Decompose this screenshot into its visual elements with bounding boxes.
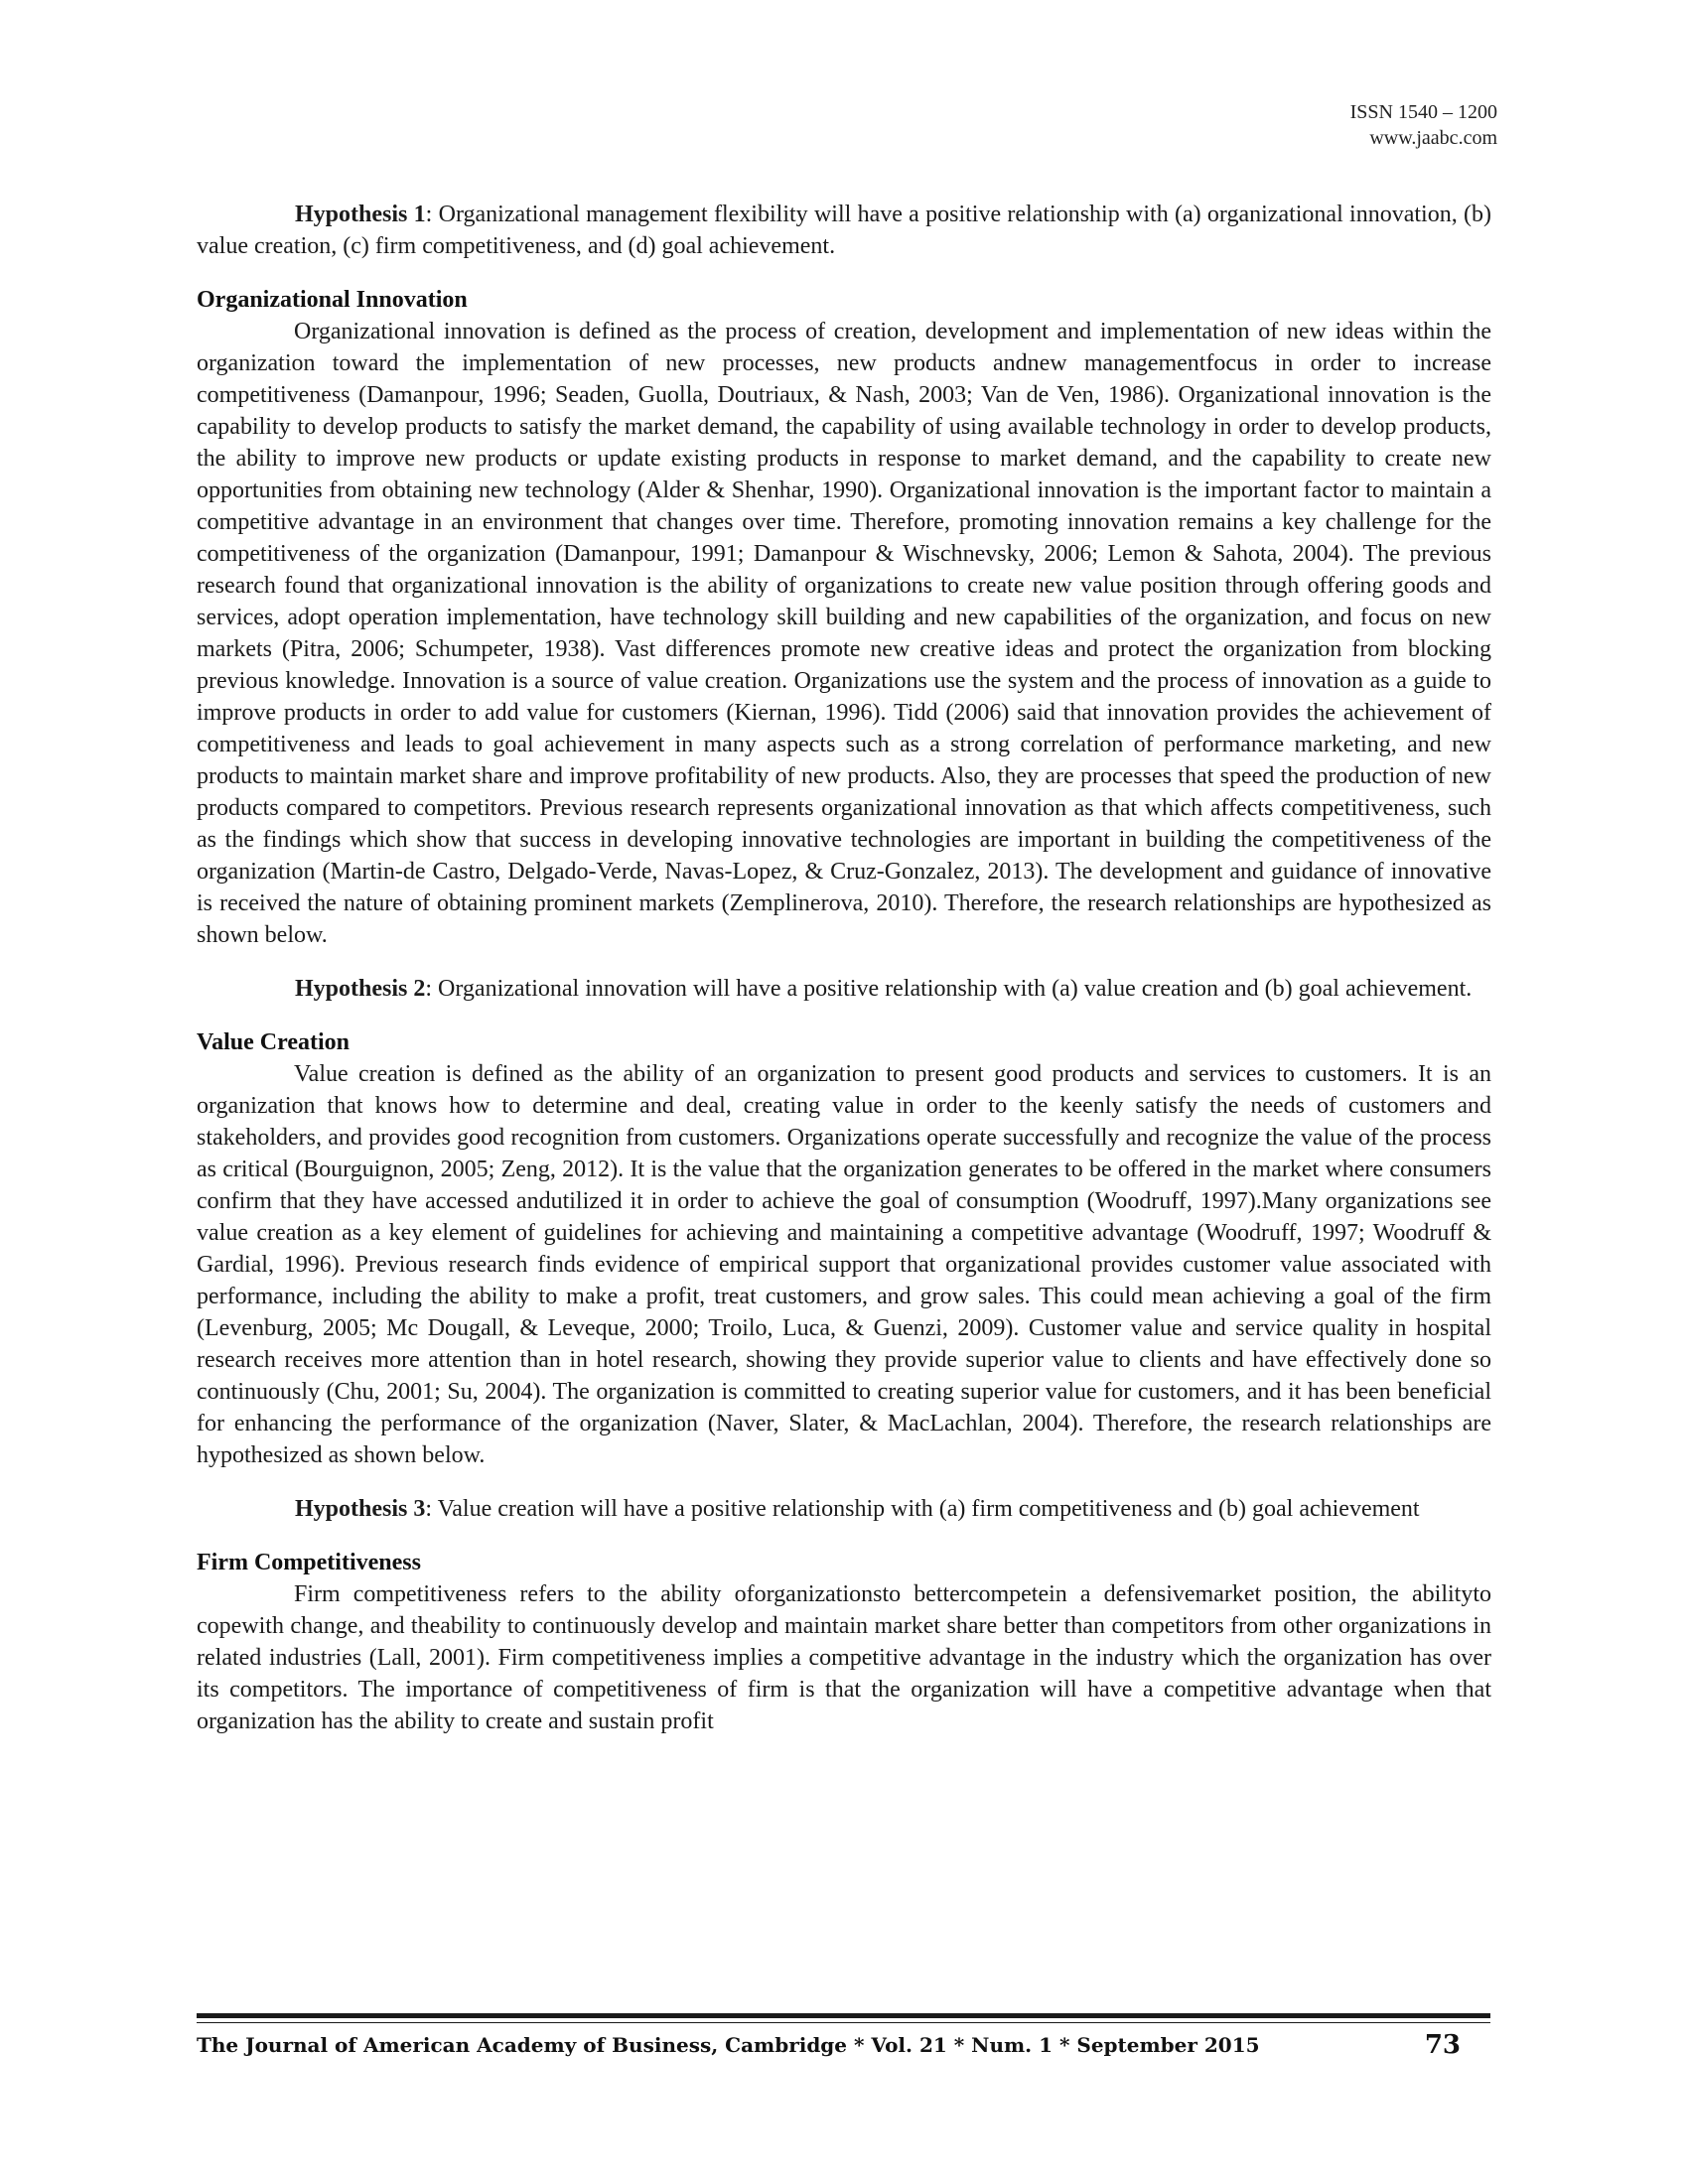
issn-label: ISSN 1540 – 1200 (1349, 101, 1497, 123)
hypothesis-2 (197, 973, 1491, 1005)
page-number: 73 (1424, 2030, 1461, 2060)
footer-rule-thin (197, 2022, 1490, 2023)
hypothesis-3 (197, 1493, 1491, 1525)
hypothesis-1-text: : Organizational management flexibility will have a positive relationship with (a) organizational innovation, (b) value creation, (c) firm competitiveness, and (d) goal achievement. (197, 202, 1491, 259)
journal-url: www.jaabc.com (1369, 127, 1497, 149)
section-heading-organizational-innovation: Organizational Innovation (197, 287, 468, 313)
article-body (197, 199, 1491, 1737)
footer-rule-thick (197, 2013, 1490, 2018)
hypothesis-2-label: Hypothesis 2 (295, 976, 426, 1002)
hypothesis-2-text: : Organizational innovation will have a positive relationship with (a) value creation and (b) goal achievement. (425, 976, 1473, 1002)
paragraph-value-creation: Value creation is defined as the ability of an organization to present good products and services to customers. It is an organization that knows how to determine and deal, creating value in order to the keenly satisfy the needs of customers and stakeholders, and provides good recognition from customers. Organizations operate successfully and recognize the value of the process as critical (Bourguignon, 2005; Zeng, 2012). It is the value that the organization generates to be offered in the market where consumers confirm that they have accessed andutilized it in order to achieve the goal of consumption (Woodruff, 1997).Many organizations see value creation as a key element of guidelines for achieving and maintaining a competitive advantage (Woodruff, 1997; Woodruff & Gardial, 1996). Previous research finds evidence of empirical support that organizational provides customer value associated with performance, including the ability to make a profit, treat customers, and grow sales. This could mean achieving a goal of the firm (Levenburg, 2005; Mc Dougall, & Leveque, 2000; Troilo, Luca, & Guenzi, 2009). Customer value and service quality in hospital research receives more attention than in hotel research, showing they provide superior value to clients and have effectively done so continuously (Chu, 2001; Su, 2004). The organization is committed to creating superior value for customers, and it has been beneficial for enhancing the performance of the organization (Naver, Slater, & MacLachlan, 2004). Therefore, the research relationships are hypothesized as shown below. (197, 1061, 1491, 1468)
section-heading-firm-competitiveness: Firm Competitiveness (197, 1550, 421, 1575)
footer-journal-citation: The Journal of American Academy of Business, Cambridge * Vol. 21 * Num. 1 * September 2015 (197, 2033, 1260, 2057)
paragraph-firm-competitiveness: Firm competitiveness refers to the ability oforganizationsto bettercompetein a defensivemarket position, the abilityto copewith change, and theability to continuously develop and maintain market share better than competitors from other organizations in related industries (Lall, 2001). Firm competitiveness implies a competitive advantage in the industry which the organization has over its competitors. The importance of competitiveness of firm is that the organization will have a competitive advantage when that organization has the ability to create and sustain profit (197, 1581, 1491, 1734)
hypothesis-3-text: : Value creation will have a positive relationship with (a) firm competitiveness and (b) goal achievement (425, 1496, 1420, 1522)
page-footer (197, 2027, 1490, 2067)
section-heading-value-creation: Value Creation (197, 1029, 351, 1055)
hypothesis-3-label: Hypothesis 3 (295, 1496, 426, 1522)
hypothesis-1-label: Hypothesis 1 (295, 202, 426, 227)
page-header (1350, 99, 1497, 151)
hypothesis-1 (197, 199, 1491, 262)
paragraph-organizational-innovation: Organizational innovation is defined as the process of creation, development and implementation of new ideas within the organization toward the implementation of new processes, new products andnew managementfocus in order to increase competitiveness (Damanpour, 1996; Seaden, Guolla, Doutriaux, & Nash, 2003; Van de Ven, 1986). Organizational innovation is the capability to develop products to satisfy the market demand, the capability of using available technology in order to develop products, the ability to improve new products or update existing products in response to market demand, and the capability to create new opportunities from obtaining new technology (Alder & Shenhar, 1990). Organizational innovation is the important factor to maintain a competitive advantage in an environment that changes over time. Therefore, promoting innovation remains a key challenge for the competitiveness of the organization (Damanpour, 1991; Damanpour & Wischnevsky, 2006; Lemon & Sahota, 2004). The previous research found that organizational innovation is the ability of organizations to create new value position through offering goods and services, adopt operation implementation, have technology skill building and new capabilities of the organization, and focus on new markets (Pitra, 2006; Schumpeter, 1938). Vast differences promote new creative ideas and protect the organization from blocking previous knowledge. Innovation is a source of value creation. Organizations use the system and the process of innovation as a guide to improve products in order to add value for customers (Kiernan, 1996). Tidd (2006) said that innovation provides the achievement of competitiveness and leads to goal achievement in many aspects such as a strong correlation of performance marketing, and new products to maintain market share and improve profitability of new products. Also, they are processes that speed the production of new products compared to competitors. Previous research represents organizational innovation as that which affects competitiveness, such as the findings which show that success in developing innovative technologies are important in building the competitiveness of the organization (Martin-de Castro, Delgado-Verde, Navas-Lopez, & Cruz-Gonzalez, 2013). The development and guidance of innovative is received the nature of obtaining prominent markets (Zemplinerova, 2010). Therefore, the research relationships are hypothesized as shown below. (197, 319, 1491, 948)
